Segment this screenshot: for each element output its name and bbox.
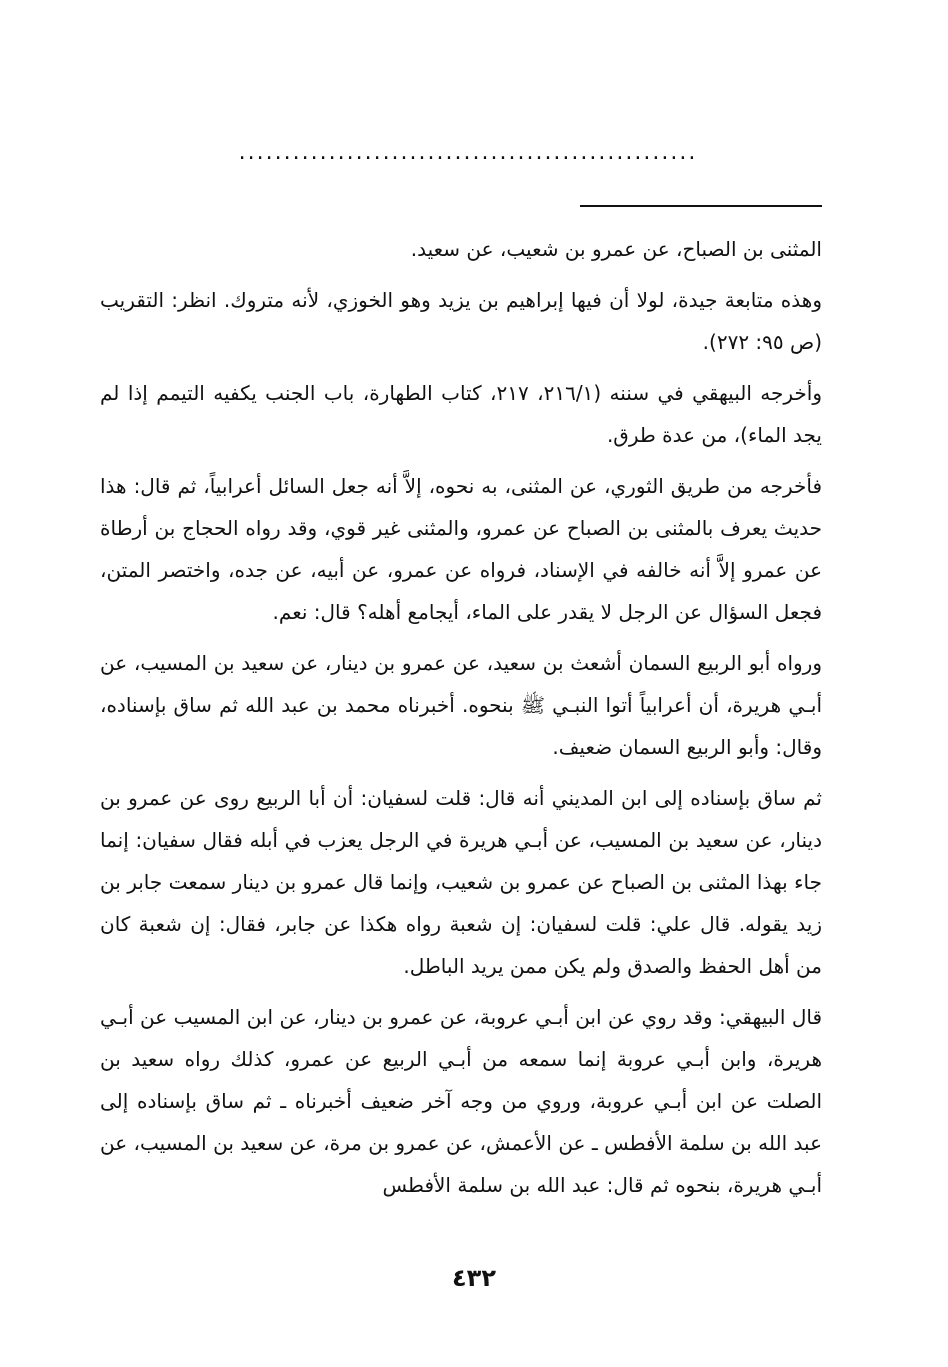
footnote-body [100,228,822,1215]
footnote-rule [580,205,822,207]
paragraph: ثم ساق بإسناده إلى ابن المديني أنه قال: قلت لسفيان: أن أبا الربيع روى عن عمرو بن دينار، عن سعيد بن المسيب، عن أبـي هريرة في الرجل يعزب في أبله فقال سفيان: إنما جاء بهذا المثنى بن الصباح عن عمرو بن شعيب، وإنما قال عمرو بن دينار سمعت جابر بن زيد يقوله. قال علي: قلت لسفيان: إن شعبة رواه هكذا عن جابر، فقال: إن شعبة كان من أهل الحفظ والصدق ولم يكن ممن يريد الباطل. [100,786,822,978]
paragraph: وأخرجه البيهقي في سننه (٢١٦/١، ٢١٧، كتاب الطهارة، باب الجنب يكفيه التيمم إذا لم يجد الماء)، من عدة طرق. [100,381,822,447]
paragraph: قال البيهقي: وقد روي عن ابن أبـي عروبة، عن عمرو بن دينار، عن ابن المسيب عن أبـي هريرة، وابن أبـي عروبة إنما سمعه من أبـي الربيع عن عمرو، كذلك رواه سعيد بن الصلت عن ابن أبـي عروبة، وروي من وجه آخر ضعيف أخبرناه ـ ثم ساق بإسناده إلى عبد الله بن سلمة الأفطس ـ عن الأعمش، عن عمرو بن مرة، عن سعيد بن المسيب، عن أبـي هريرة، بنحوه ثم قال: عبد الله بن سلمة الأفطس [100,1005,822,1197]
paragraph: ورواه أبو الربيع السمان أشعث بن سعيد، عن عمرو بن دينار، عن سعيد بن المسيب، عن أبـي هريرة، أن أعرابياً أتوا النبـي ﷺ بنحوه. أخبرناه محمد بن عبد الله ثم ساق بإسناده، وقال: وأبو الربيع السمان ضعيف. [100,651,822,759]
separator-dots: ................................................... [238,140,698,165]
paragraph: المثنى بن الصباح، عن عمرو بن شعيب، عن سعيد. [410,237,822,261]
page-number: ٤٣٢ [452,1264,496,1292]
paragraph: وهذه متابعة جيدة، لولا أن فيها إبراهيم بن يزيد وهو الخوزي، لأنه متروك. انظر: التقريب (ص ٩٥: ٢٧٢). [100,288,822,354]
paragraph: فأخرجه من طريق الثوري، عن المثنى، به نحوه، إلاَّ أنه جعل السائل أعرابياً، ثم قال: هذا حديث يعرف بالمثنى بن الصباح عن عمرو، والمثنى غير قوي، وقد رواه الحجاج بن أرطاة عن عمرو إلاَّ أنه خالفه في الإسناد، فرواه عن عمرو، عن أبيه، عن جده، واختصر المتن، فجعل السؤال عن الرجل لا يقدر على الماء، أيجامع أهله؟ قال: نعم. [100,474,822,624]
